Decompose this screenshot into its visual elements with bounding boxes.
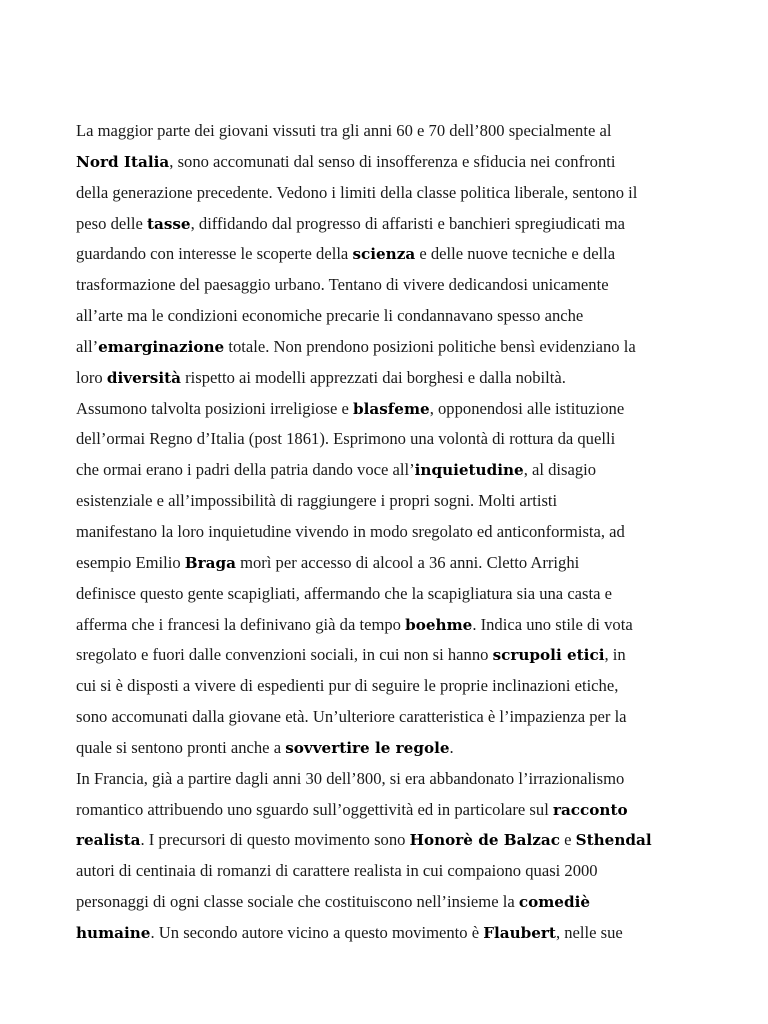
bold-keyword: Flaubert	[483, 923, 556, 942]
text-run: esistenziale e all’impossibilità di raggiungere i propri sogni. Molti artisti	[76, 491, 558, 511]
bold-keyword: comediè	[518, 893, 591, 912]
text-run: autori di centinaia di romanzi di carattere realista in cui compaiono quasi 2000	[76, 861, 598, 881]
text-run: , sono accomunati dal senso di insofferenza e sfiducia nei confronti	[169, 151, 616, 171]
text-run: , nelle sue	[555, 922, 623, 942]
text-run: sregolato e fuori dalle convenzioni sociali, in cui non si hanno	[76, 645, 493, 665]
bold-keyword: sovvertire le regole	[285, 738, 450, 757]
bold-keyword: inquietudine	[414, 461, 524, 480]
text-line	[76, 918, 736, 949]
text-run: esempio Emilio	[76, 552, 185, 572]
text-run: . I precursori di questo movimento sono	[140, 830, 410, 850]
bold-keyword: realista	[76, 831, 141, 850]
bold-keyword: Honorè de Balzac	[409, 831, 560, 850]
text-line	[76, 394, 736, 425]
text-line	[76, 887, 736, 918]
text-line	[76, 795, 736, 826]
text-run: che ormai erano i padri della patria dando voce all’	[76, 460, 415, 480]
text-run: sono accomunati dalla giovane età. Un’ulteriore caratteristica è l’impazienza per la	[76, 707, 627, 727]
text-line	[76, 764, 736, 795]
text-line	[76, 517, 736, 548]
bold-keyword: Nord Italia	[76, 152, 170, 171]
text-line	[76, 579, 736, 610]
text-line	[76, 301, 736, 332]
text-run: In Francia, già a partire dagli anni 30 dell’800, si era abbandonato l’irrazionalismo	[76, 768, 625, 788]
text-line	[76, 147, 736, 178]
text-run: guardando con interesse le scoperte della	[76, 244, 353, 264]
text-run: , diffidando dal progresso di affaristi e banchieri spregiudicati ma	[190, 213, 625, 233]
text-run: . Un secondo autore vicino a questo movimento è	[150, 922, 484, 942]
text-line	[76, 270, 736, 301]
bold-keyword: boehme	[405, 615, 473, 634]
body-text	[76, 116, 736, 949]
text-run: all’arte ma le condizioni economiche precarie li condannavano spesso anche	[76, 306, 584, 326]
text-line	[76, 116, 736, 147]
text-line	[76, 610, 736, 641]
text-run: e delle nuove tecniche e della	[415, 244, 616, 264]
text-line	[76, 363, 736, 394]
bold-keyword: scienza	[352, 245, 416, 264]
bold-keyword: racconto	[552, 800, 628, 819]
text-run: , in	[604, 645, 626, 665]
text-run: rispetto ai modelli apprezzati dai borghesi e dalla nobiltà.	[180, 367, 566, 387]
text-line	[76, 671, 736, 702]
text-run: manifestano la loro inquietudine vivendo in modo sregolato ed anticonformista, ad	[76, 521, 625, 541]
text-line	[76, 548, 736, 579]
bold-keyword: blasfeme	[352, 399, 430, 418]
text-run: quale si sentono pronti anche a	[76, 737, 286, 757]
text-run: definisce questo gente scapigliati, affermando che la scapigliatura sia una casta e	[76, 583, 612, 603]
text-run: . Indica uno stile di vota	[472, 614, 633, 634]
text-line	[76, 209, 736, 240]
text-run: romantico attribuendo uno sguardo sull’oggettività ed in particolare sul	[76, 799, 553, 819]
text-line	[76, 486, 736, 517]
text-run: afferma che i francesi la definivano già da tempo	[76, 614, 406, 634]
text-run: personaggi di ogni classe sociale che costituiscono nell’insieme la	[76, 892, 519, 912]
text-run: all’	[76, 336, 99, 356]
text-line	[76, 455, 736, 486]
bold-keyword: humaine	[76, 923, 151, 942]
bold-keyword: scrupoli etici	[492, 646, 605, 665]
text-run: totale. Non prendono posizioni politiche bensì evidenziano la	[224, 336, 636, 356]
bold-keyword: diversità	[106, 368, 181, 387]
text-line	[76, 239, 736, 270]
bold-keyword: Braga	[184, 553, 236, 572]
text-run: .	[449, 737, 454, 757]
text-line	[76, 702, 736, 733]
text-line	[76, 332, 736, 363]
bold-keyword: emarginazione	[98, 337, 225, 356]
text-line	[76, 856, 736, 887]
text-line	[76, 178, 736, 209]
text-line	[76, 733, 736, 764]
text-run: , opponendosi alle istituzione	[429, 398, 625, 418]
text-run: loro	[76, 367, 107, 387]
bold-keyword: Sthendal	[575, 831, 652, 850]
text-run: La maggior parte dei giovani vissuti tra gli anni 60 e 70 dell’800 specialmente al	[76, 121, 612, 140]
text-line	[76, 640, 736, 671]
text-run: peso delle	[76, 213, 147, 233]
text-run: , al disagio	[523, 460, 597, 480]
text-run: della generazione precedente. Vedono i limiti della classe politica liberale, sentono il	[76, 182, 638, 202]
text-run: dell’ormai Regno d’Italia (post 1861). Esprimono una volontà di rottura da quelli	[76, 429, 616, 449]
text-line	[76, 424, 736, 455]
text-run: Assumono talvolta posizioni irreligiose e	[76, 398, 353, 418]
text-run: morì per accesso di alcool a 36 anni. Cletto Arrighi	[235, 552, 580, 572]
text-run: cui si è disposti a vivere di espedienti pur di seguire le proprie inclinazioni etiche,	[76, 676, 619, 696]
text-run: trasformazione del paesaggio urbano. Tentano di vivere dedicandosi unicamente	[76, 275, 609, 295]
text-run: e	[559, 830, 576, 850]
bold-keyword: tasse	[146, 214, 191, 233]
text-line	[76, 825, 736, 856]
